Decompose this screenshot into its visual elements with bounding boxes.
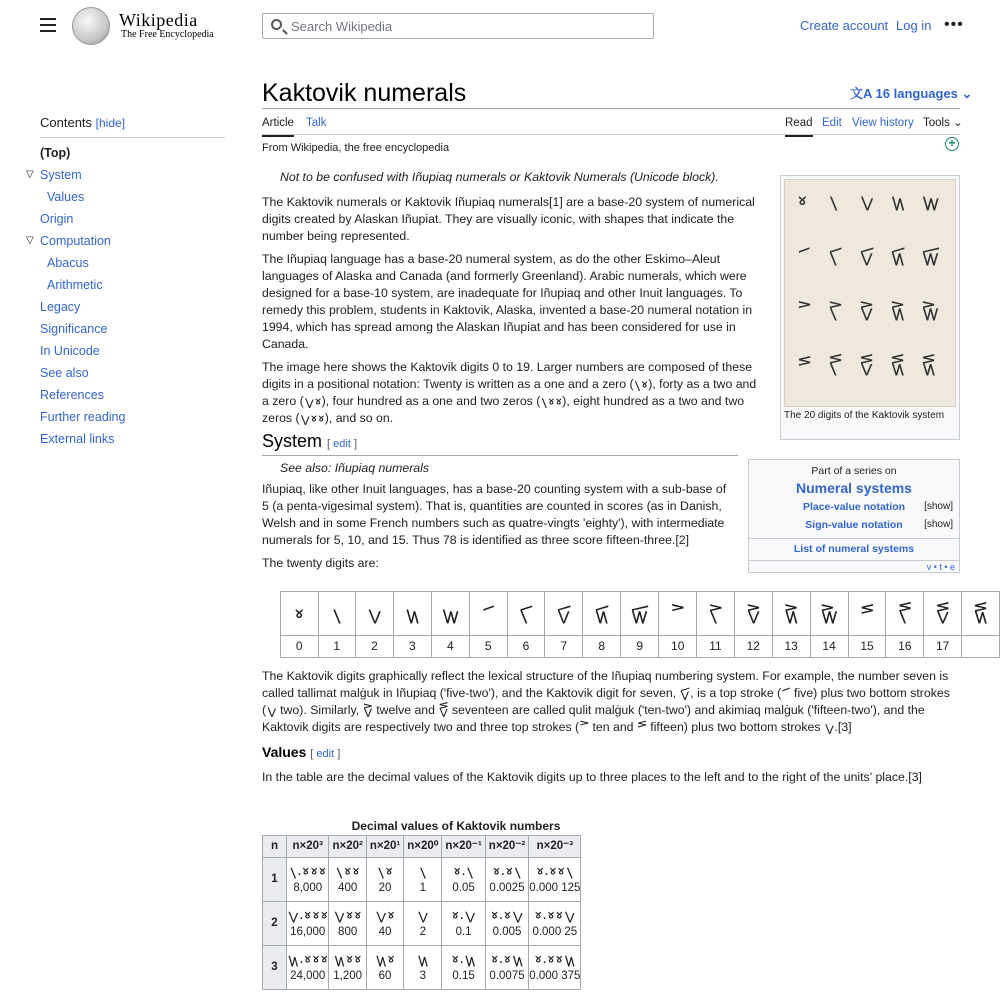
column-header: n×20²: [329, 836, 366, 858]
wikipedia-globe-logo[interactable]: [72, 7, 110, 45]
paragraph-2: The Iñupiaq language has a base-20 numeral system, as do the other Eskimo–Aleut languages of Alaska and Canada (and formerly Greenland). Arabic numerals, which were designed for a base-10 system, are inadequate for Iñupiaq and other Inuit languages. To remedy this problem, students in Kaktovik, Alaska, invented a base-20 numeral notation in 1994, which has spread among the Alaskan Iñupiat and has been considered for use in Canada.: [262, 252, 753, 351]
digit-cell: 𝋂: [356, 592, 394, 636]
column-header: n×20⁻³: [529, 836, 581, 858]
system-heading-text: System: [262, 431, 323, 451]
tab-view-history[interactable]: View history: [852, 117, 914, 129]
kaktovik-glyph: 𝋁: [418, 862, 427, 879]
toc-item[interactable]: In Unicode: [40, 344, 100, 359]
decimal-value: 800: [338, 925, 358, 938]
decimal-value: 0.000 25: [532, 925, 578, 938]
kaktovik-glyph: 𝋀.𝋃: [451, 950, 476, 967]
decimal-value: 0.15: [452, 969, 475, 982]
value-cell: [287, 946, 329, 990]
digit-glyph: 𝋄: [921, 190, 940, 211]
digit-cell: 𝋀: [281, 592, 319, 636]
kaktovik-glyph: 𝋀.𝋂: [451, 906, 476, 923]
digit-glyph: 𝋀: [797, 190, 808, 211]
column-header: n: [263, 836, 287, 858]
kaktovik-glyph: 𝋀.𝋀𝋃: [490, 950, 524, 967]
digit-number-cell: 13: [772, 636, 810, 658]
hatnote: Not to be confused with Iñupiaq numerals or Kaktovik Numerals (Unicode block).: [280, 170, 719, 184]
digit-cell: 𝋌: [734, 592, 772, 636]
login-link[interactable]: Log in: [896, 18, 932, 33]
value-cell: [287, 858, 329, 902]
toc-item[interactable]: References: [40, 388, 104, 403]
decimal-value: 0.0075: [489, 969, 525, 982]
logo-tagline: The Free Encyclopedia: [121, 29, 214, 40]
kaktovik-glyph: 𝋀.𝋀𝋀𝋂: [534, 906, 576, 923]
search-box[interactable]: [262, 13, 654, 39]
toc-item[interactable]: ▽ Computation: [40, 230, 225, 252]
toc-header: [40, 114, 225, 138]
digit-number-cell: 8: [583, 636, 621, 658]
value-cell: [366, 858, 403, 902]
column-header: n×20¹: [366, 836, 403, 858]
digit-cell: 𝋎: [810, 592, 848, 636]
digit-glyph: 𝋑: [859, 355, 874, 376]
list-numeral-systems-link[interactable]: List of numeral systems: [749, 538, 959, 557]
digit-cell: 𝋅: [469, 592, 507, 636]
toc-item[interactable]: Abacus: [47, 256, 89, 271]
kaktovik-glyph: 𝋁𝋀𝋀: [335, 862, 361, 879]
add-icon[interactable]: +: [945, 137, 959, 151]
decimal-value: 0.05: [452, 881, 475, 894]
paragraph-6: The Kaktovik digits graphically reflect the lexical structure of the Iñupiaq numbering system. For example, the number seven is called tallimat malġuk in Iñupiaq ('five-two'), and the Kaktovik digit for seven, 𝋇, is a top stroke (𝋅 five) plus two bottom strokes (𝋂 two). Similarly, 𝋌 twelve and 𝋑 seventeen are called qulit malġuk ('ten-two') and akimiaq malġuk ('fifteen-two'), and the Kaktovik digits are respectively two and three top strokes (𝋊 ten and 𝋏 fifteen) plus two bottom strokes 𝋂.[3]: [262, 669, 950, 734]
value-cell: [442, 946, 485, 990]
toc-item[interactable]: ▽ System: [40, 164, 225, 186]
decimal-value: 400: [338, 881, 358, 894]
table-of-contents: [26, 114, 225, 450]
infobox-caption: The 20 digits of the Kaktovik system: [784, 410, 945, 421]
value-cell: [404, 858, 442, 902]
decimal-value: 20: [378, 881, 392, 894]
language-selector[interactable]: [850, 85, 972, 103]
kaktovik-glyph: 𝋃𝋀: [374, 950, 396, 967]
digit-cell: 𝋊: [659, 592, 697, 636]
digit-cell: 𝋋: [697, 592, 735, 636]
digit-cell: 𝋐: [886, 592, 924, 636]
article-body-2: [262, 668, 960, 792]
digit-cell: 𝋄: [431, 592, 469, 636]
logo-wordmark[interactable]: Wikipedia: [119, 10, 198, 30]
place-value-row[interactable]: [749, 498, 959, 516]
value-cell: [485, 858, 528, 902]
edit-section: [ edit ]: [327, 438, 358, 450]
values-table: [262, 835, 581, 990]
digit-cell: 𝋁: [318, 592, 356, 636]
digit-number-cell: [962, 636, 1000, 658]
kaktovik-glyph: 𝋀.𝋀𝋀𝋃: [534, 950, 576, 967]
digit-glyph: 𝋍: [890, 300, 906, 321]
digit-number-cell: 14: [810, 636, 848, 658]
toc-item[interactable]: Origin: [40, 212, 74, 227]
numeral-systems-navbox: [748, 459, 960, 573]
language-count: 16 languages: [875, 86, 958, 101]
digit-glyph: 𝋌: [859, 300, 874, 321]
column-header: n×20³: [287, 836, 329, 858]
digit-glyph: 𝋂: [859, 190, 875, 211]
digit-number-cell: 4: [431, 636, 469, 658]
table-row: [263, 946, 581, 990]
value-cell: [366, 946, 403, 990]
value-cell: [485, 902, 528, 946]
digit-glyph: 𝋎: [921, 300, 940, 321]
value-cell: [529, 946, 581, 990]
value-cell: [329, 946, 366, 990]
kaktovik-glyph: 𝋃𝋀𝋀: [333, 950, 362, 967]
digit-number-cell: 1: [318, 636, 356, 658]
value-cell: [404, 946, 442, 990]
digit-glyph: 𝋃: [890, 190, 906, 211]
value-cell: [404, 902, 442, 946]
digit-glyph: 𝋁: [828, 190, 839, 211]
digit-cell: 𝋉: [621, 592, 659, 636]
section-heading-values: [262, 744, 960, 763]
values-table-body: [263, 858, 581, 990]
tagline: From Wikipedia, the free encyclopedia: [262, 142, 450, 154]
kaktovik-glyph: 𝋀.𝋀𝋂: [490, 906, 524, 923]
digit-glyph: 𝋅: [797, 245, 811, 266]
header: [0, 0, 1000, 56]
digit-number-cell: 12: [734, 636, 772, 658]
kaktovik-glyph: 𝋃: [416, 950, 429, 967]
kaktovik-glyph: 𝋂𝋀: [374, 906, 396, 923]
table-row: [263, 858, 581, 902]
digit-glyph: 𝋊: [797, 300, 812, 321]
digits-number-row: [281, 636, 1000, 658]
decimal-value: 40: [378, 925, 392, 938]
digit-number-cell: 16: [886, 636, 924, 658]
digit-cell: 𝋆: [507, 592, 545, 636]
toc-item[interactable]: Arithmetic: [47, 278, 103, 293]
decimal-value: 0.005: [492, 925, 522, 938]
digit-glyph: 𝋏: [797, 355, 812, 376]
search-icon: [271, 19, 282, 30]
value-cell: [442, 902, 485, 946]
paragraph-7: In the table are the decimal values of the Kaktovik digits up to three places to the left and to the right of the units' place.[3]: [262, 770, 922, 784]
decimal-value: 16,000: [290, 925, 326, 938]
decimal-value: 0.0025: [489, 881, 525, 894]
digit-glyph: 𝋈: [890, 245, 906, 266]
digit-cell: 𝋒: [962, 592, 1000, 636]
series-title[interactable]: Numeral systems: [796, 479, 912, 496]
paragraph-5: The twenty digits are:: [262, 556, 379, 570]
value-cell: [485, 946, 528, 990]
kaktovik-glyph: 𝋂𝋀𝋀: [333, 906, 362, 923]
digit-glyph: 𝋒: [890, 355, 906, 376]
digit-number-cell: 17: [924, 636, 962, 658]
kaktovik-glyph: 𝋀.𝋀𝋀𝋁: [535, 862, 574, 879]
value-cell: [366, 902, 403, 946]
decimal-value: 2: [419, 925, 426, 938]
toc-item[interactable]: Further reading: [40, 410, 126, 425]
tools-label: Tools: [923, 117, 950, 129]
digit-number-cell: 10: [659, 636, 697, 658]
main-menu-icon[interactable]: [40, 18, 56, 32]
tabs-divider: [262, 134, 960, 135]
sign-value-row[interactable]: [749, 516, 959, 534]
values-heading-text: Values: [262, 744, 307, 760]
place-value-label: Place-value notation: [802, 501, 906, 514]
tab-read[interactable]: Read: [785, 115, 813, 137]
digit-cell: 𝋍: [772, 592, 810, 636]
decimal-value: 1,200: [333, 969, 363, 982]
infobox-figure: [780, 175, 960, 440]
value-cell: [442, 858, 485, 902]
show-button[interactable]: [show]: [924, 501, 953, 513]
kaktovik-glyph: 𝋀.𝋁: [453, 862, 475, 879]
kaktovik-glyph: 𝋂.𝋀𝋀𝋀: [287, 906, 329, 923]
value-cell: [287, 902, 329, 946]
paragraph-1: The Kaktovik numerals or Kaktovik Iñupiaq numerals[1] are a base-20 system of numerical digits created by Alaskan Iñupiat. They are visually iconic, with shapes that indicate the number being represented.: [262, 195, 755, 243]
decimal-value: 60: [378, 969, 392, 982]
toc-item[interactable]: Legacy: [40, 300, 81, 315]
series-intro: Part of a series on: [811, 465, 897, 477]
column-header: n×20⁻²: [485, 836, 528, 858]
value-cell: [329, 902, 366, 946]
value-cell: [529, 858, 581, 902]
digit-number-cell: 2: [356, 636, 394, 658]
edit-system-link[interactable]: edit: [333, 438, 351, 450]
title-divider: [262, 108, 960, 109]
digit-number-cell: 15: [848, 636, 886, 658]
edit-section: [ edit ]: [310, 748, 341, 760]
tab-article[interactable]: Article: [262, 115, 294, 137]
decimal-value: 8,000: [293, 881, 323, 894]
toc-item[interactable]: External links: [40, 432, 115, 447]
table-row: [263, 902, 581, 946]
decimal-value: 24,000: [290, 969, 326, 982]
digit-number-cell: 7: [545, 636, 583, 658]
digit-cell: 𝋑: [924, 592, 962, 636]
digits-glyph-row: [281, 592, 1000, 636]
section-heading-system: [262, 433, 738, 456]
chevron-down-icon[interactable]: ▽: [26, 235, 34, 247]
digit-number-cell: 5: [469, 636, 507, 658]
kaktovik-glyph: 𝋃.𝋀𝋀𝋀: [287, 950, 329, 967]
kaktovik-digits-image[interactable]: [784, 179, 956, 407]
digit-glyph: 𝋐: [828, 355, 843, 376]
column-header: n×20⁻¹: [442, 836, 485, 858]
digit-number-cell: 9: [621, 636, 659, 658]
translate-icon: 文A: [850, 86, 876, 101]
digit-cell: 𝋃: [393, 592, 431, 636]
values-table-caption: Decimal values of Kaktovik numbers: [351, 819, 561, 833]
digit-cell: 𝋏: [848, 592, 886, 636]
toc-item[interactable]: Values: [47, 190, 85, 205]
sign-value-label: Sign-value notation: [805, 519, 903, 532]
more-options-icon[interactable]: •••: [944, 16, 964, 33]
search-input[interactable]: [291, 17, 641, 35]
chevron-down-icon: ⌄: [961, 86, 973, 101]
toc-item[interactable]: Significance: [40, 322, 108, 337]
page-title: Kaktovik numerals: [262, 79, 467, 107]
digit-number-cell: 0: [281, 636, 319, 658]
show-button[interactable]: [show]: [924, 519, 953, 531]
toc-title: Contents: [40, 115, 93, 130]
digit-cell: 𝋇: [545, 592, 583, 636]
digit-number-cell: 6: [507, 636, 545, 658]
toc-item[interactable]: See also: [40, 366, 89, 381]
vte-links[interactable]: v • t • e: [749, 560, 959, 574]
chevron-down-icon: ⌄: [953, 117, 963, 129]
tab-edit[interactable]: Edit: [822, 117, 842, 129]
column-header: n×20⁰: [404, 836, 442, 858]
tab-talk[interactable]: Talk: [306, 117, 327, 129]
tools-menu[interactable]: [923, 115, 963, 131]
digit-glyph: 𝋋: [828, 300, 843, 321]
digit-glyph: 𝋇: [859, 245, 875, 266]
create-account-link[interactable]: Create account: [800, 18, 889, 33]
value-cell: [329, 858, 366, 902]
edit-values-link[interactable]: edit: [316, 748, 335, 760]
paragraph-3: The image here shows the Kaktovik digits 0 to 19. Larger numbers are composed of these digits in a positional notation: Twenty is written as a one and a zero (𝋁𝋀), forty as a two and a zero (𝋂𝋀), four hundred as a one and two zeros (𝋁𝋀𝋀), eight hundred as a two and two zeros (𝋂𝋀𝋀), and so on.: [262, 360, 757, 425]
decimal-value: 0.000 125: [529, 881, 581, 894]
row-header: 2: [263, 902, 287, 946]
toc-list: [26, 142, 225, 450]
kaktovik-glyph: 𝋁.𝋀𝋀𝋀: [288, 862, 327, 879]
digit-glyph: 𝋉: [921, 245, 941, 266]
toc-hide-button[interactable]: [hide]: [95, 116, 126, 130]
decimal-value: 0.1: [455, 925, 472, 938]
row-header: 3: [263, 946, 287, 990]
see-also-note: See also: Iñupiaq numerals: [280, 461, 430, 475]
digit-cell: 𝋈: [583, 592, 621, 636]
digit-number-cell: 11: [697, 636, 735, 658]
row-header: 1: [263, 858, 287, 902]
kaktovik-glyph: 𝋀.𝋀𝋁: [492, 862, 522, 879]
toc-item[interactable]: (Top): [40, 146, 71, 161]
decimal-value: 1: [419, 881, 426, 894]
kaktovik-glyph: 𝋁𝋀: [376, 862, 394, 879]
digit-glyph: 𝋆: [828, 245, 843, 266]
paragraph-4: Iñupiaq, like other Inuit languages, has a base-20 counting system with a sub-base of 5 (a penta-vigesimal system). That is, quantities are counted in scores (as in Danish, Welsh and in some French numbers such as quatre-vingts 'eighty'), with intermediate numerals for 5, 10, and 15. Thus 78 is identified as three score fifteen-three.[2]: [262, 482, 727, 547]
kaktovik-glyph: 𝋂: [416, 906, 429, 923]
values-table-header: [263, 836, 581, 858]
decimal-value: 0.000 375: [529, 969, 581, 982]
decimal-value: 3: [419, 969, 426, 982]
chevron-down-icon[interactable]: ▽: [26, 169, 34, 181]
digit-glyph: 𝋒: [921, 355, 937, 376]
digit-number-cell: 3: [393, 636, 431, 658]
value-cell: [529, 902, 581, 946]
twenty-digits-table: [280, 591, 1000, 658]
